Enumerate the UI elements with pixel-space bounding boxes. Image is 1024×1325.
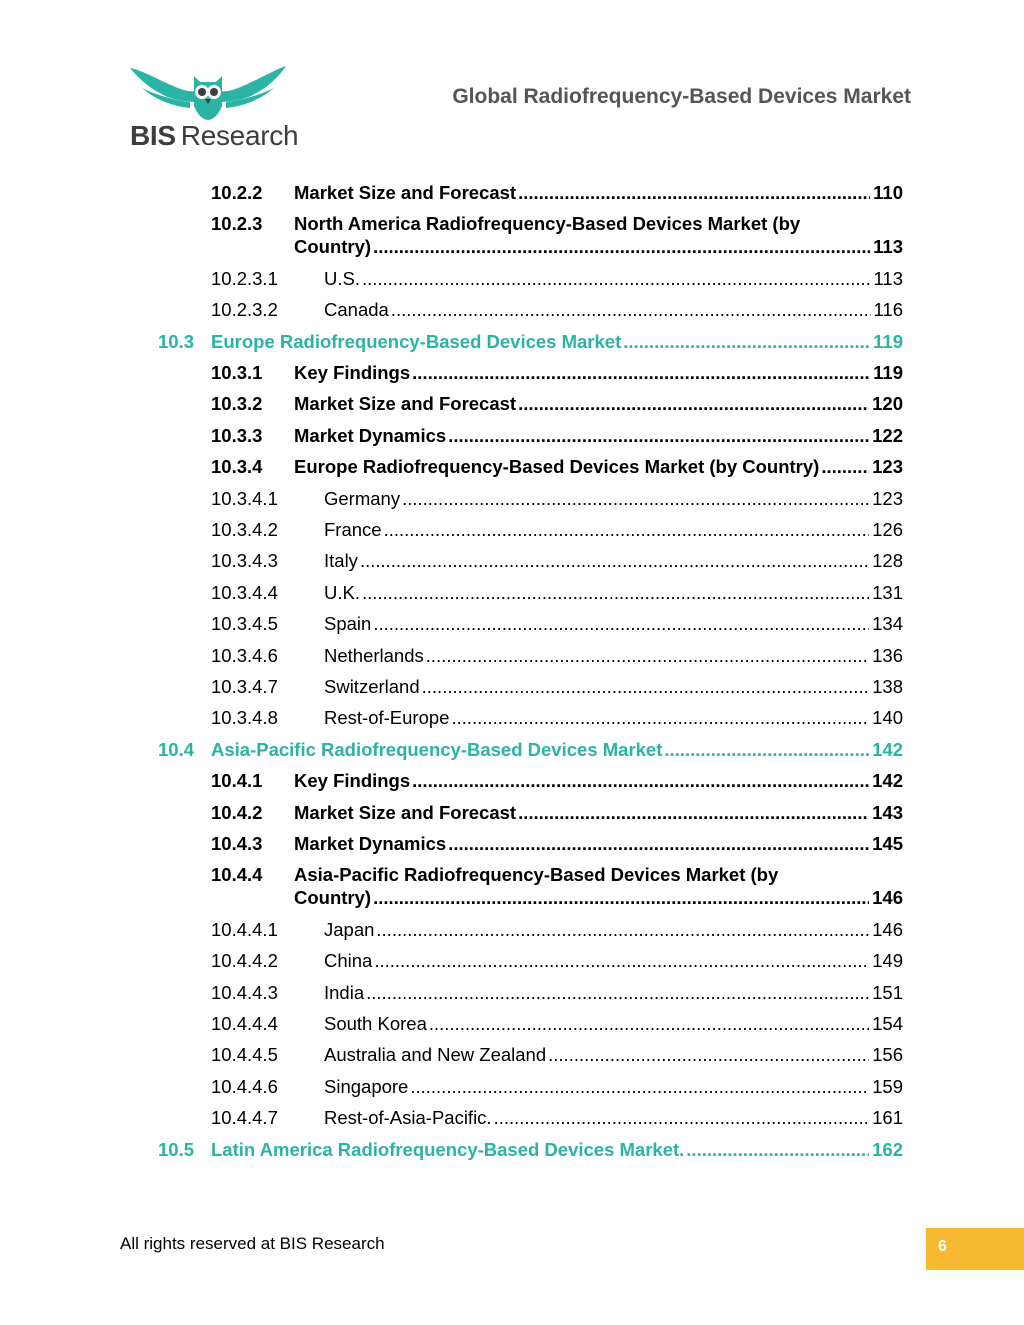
toc-entry-number: 10.4.4.7 [211,1107,278,1129]
toc-entry-title: France [324,519,382,540]
toc-entry-page: 151 [872,981,903,1003]
toc-dot-leader [391,298,871,321]
toc-entry-number: 10.4.4.2 [211,950,278,972]
toc-entry-title: Country) [294,236,372,258]
toc-dot-leader [422,675,869,698]
toc-entry-title: U.K. [324,581,360,603]
toc-entry-page: 131 [872,581,903,603]
toc-dot-leader [494,1106,870,1129]
toc-entry-number: 10.3.2 [211,393,263,415]
toc-entry-page: 156 [872,1044,903,1066]
toc-entry-number: 10.2.2 [211,182,263,203]
toc-entry-page: 142 [872,770,903,792]
toc-entry-title: Spain [324,613,372,635]
toc-entry-number: 10.3.4.8 [211,707,278,729]
toc-entry-number: 10.3.4.2 [211,519,278,540]
toc-entry-title: Canada [324,299,389,321]
toc-dot-leader [686,1138,869,1161]
toc-entry-page: 113 [873,236,903,258]
toc-dot-leader [410,1075,869,1098]
toc-dot-leader [664,738,869,761]
toc-entry-title: China [324,950,373,972]
toc-entry-number: 10.3 [158,330,195,352]
toc-entry-number: 10.3.3 [211,424,263,446]
toc-entry-number: 10.3.4.6 [211,644,278,666]
toc-dot-leader [518,801,869,824]
toc-entry-title: Asia-Pacific Radiofrequency-Based Devices Market [211,738,663,760]
toc-entry-number: 10.4.4.1 [211,918,278,940]
toc-entry-page: 122 [872,424,903,446]
toc-entry-number: 10.4.1 [211,770,263,792]
toc-entry-number: 10.2.3.2 [211,299,278,321]
owl-logo-icon [128,62,288,122]
toc-entry-title: Market Dynamics [294,833,447,854]
toc-dot-leader [518,181,870,204]
toc-entry-title: Netherlands [324,644,424,666]
toc-entry-number: 10.3.4 [211,456,263,478]
toc-entry-page: 154 [872,1013,903,1034]
toc-entry-page: 123 [872,456,903,478]
toc-entry-title: Latin America Radiofrequency-Based Devices Market. [211,1138,685,1160]
toc-entry-page: 142 [872,738,903,760]
logo-text-research: Research [180,120,299,151]
toc-entry-title: Europe Radiofrequency-Based Devices Market (by Country) [294,456,820,478]
toc-entry-page: 159 [872,1075,903,1097]
toc-entry-title: Australia and New Zealand [324,1044,547,1066]
toc-entry-page: 140 [872,707,903,729]
toc-entry-title: Switzerland [324,676,420,697]
toc-entry-title: South Korea [324,1013,427,1034]
toc-entry-page: 162 [872,1138,903,1160]
toc-entry-title: Market Size and Forecast [294,182,517,203]
toc-dot-leader [366,981,869,1004]
toc-dot-leader [518,392,869,415]
toc-entry-title: Key Findings [294,770,411,792]
toc-dot-leader [412,769,869,792]
toc-entry-title: Europe Radiofrequency-Based Devices Market [211,330,622,352]
toc-entry-page: 113 [873,267,903,289]
toc-entry-title: U.S. [324,267,360,289]
toc-entry-number: 10.5 [158,1138,195,1160]
toc-entry-number: 10.2.3 [211,213,263,235]
toc-entry-page: 146 [872,918,903,940]
toc-dot-leader [402,487,869,510]
toc-dot-leader [426,644,869,667]
toc-dot-leader [373,886,869,909]
toc-dot-leader [821,455,869,478]
toc-entry-page: 143 [872,801,903,823]
toc-entry-number: 10.4 [158,738,195,760]
toc-dot-leader [373,612,869,635]
toc-entry-number: 10.4.4.6 [211,1075,278,1097]
toc-dot-leader [362,581,869,604]
toc-dot-leader [362,267,871,290]
logo-wordmark [130,120,298,152]
toc-dot-leader [376,918,869,941]
toc-entry-page: 128 [872,550,903,572]
logo-text-bis: BIS [130,120,176,151]
toc-dot-leader [448,424,869,447]
toc-entry-page: 120 [872,393,903,415]
toc-entry-title: Key Findings [294,362,411,383]
toc-dot-leader [374,949,869,972]
document-title: Global Radiofrequency-Based Devices Market [452,85,911,108]
toc-entry-number: 10.3.4.4 [211,581,278,603]
toc-entry-number: 10.3.4.7 [211,676,278,697]
toc-entry-title: Market Size and Forecast [294,393,517,415]
toc-entry-page: 138 [872,676,903,697]
toc-entry-title: Germany [324,487,401,509]
toc-entry-page: 146 [872,887,903,909]
page-number: 6 [938,1238,947,1255]
toc-entry-number: 10.4.4.5 [211,1044,278,1066]
toc-entry-page: 149 [872,950,903,972]
toc-entry-page: 110 [873,182,903,203]
toc-entry-page: 116 [873,299,903,321]
toc-entry-title: Japan [324,918,375,940]
toc-entry-number: 10.3.4.5 [211,613,278,635]
toc-entry-number: 10.4.4.4 [211,1013,278,1034]
toc-entry-number: 10.2.3.1 [211,267,278,289]
toc-entry-title: Italy [324,550,358,572]
toc-dot-leader [412,361,870,384]
toc-entry-title: Market Dynamics [294,424,447,446]
toc-dot-leader [384,518,870,541]
toc-dot-leader [448,832,869,855]
toc-entry-page: 161 [872,1107,903,1129]
toc-entry-page: 145 [872,833,903,854]
toc-entry-title: Country) [294,887,372,909]
bis-research-logo [128,62,299,152]
toc-entry-page: 126 [872,519,903,540]
toc-dot-leader [429,1012,869,1035]
toc-entry-title: Singapore [324,1075,409,1097]
toc-entry-page: 119 [873,330,903,352]
toc-dot-leader [623,330,870,353]
toc-entry-number: 10.4.3 [211,833,263,854]
toc-entry-number: 10.3.4.1 [211,487,278,509]
toc-entry-title: Rest-of-Europe [324,707,450,729]
toc-entry-page: 119 [873,362,903,383]
toc-dot-leader [360,549,869,572]
toc-dot-leader [373,235,870,258]
toc-entry-number: 10.4.4.3 [211,981,278,1003]
toc-entry-page: 123 [872,487,903,509]
toc-entry-title-line1: North America Radiofrequency-Based Devices Market (by [294,213,801,235]
toc-entry-number: 10.4.2 [211,801,263,823]
toc-entry-title: Rest-of-Asia-Pacific. [324,1107,492,1129]
toc-entry-title-line1: Asia-Pacific Radiofrequency-Based Devices Market (by [294,864,779,886]
toc-entry-page: 134 [872,613,903,635]
toc-entry-number: 10.4.4 [211,864,263,886]
toc-entry-title: India [324,981,365,1003]
toc-entry-number: 10.3.4.3 [211,550,278,572]
toc-entry-number: 10.3.1 [211,362,263,383]
page-number-box [926,1228,1024,1270]
toc-dot-leader [451,706,869,729]
toc-entry-page: 136 [872,644,903,666]
footer-rights: All rights reserved at BIS Research [120,1234,385,1253]
toc-dot-leader [548,1043,869,1066]
toc-entry-title: Market Size and Forecast [294,801,517,823]
